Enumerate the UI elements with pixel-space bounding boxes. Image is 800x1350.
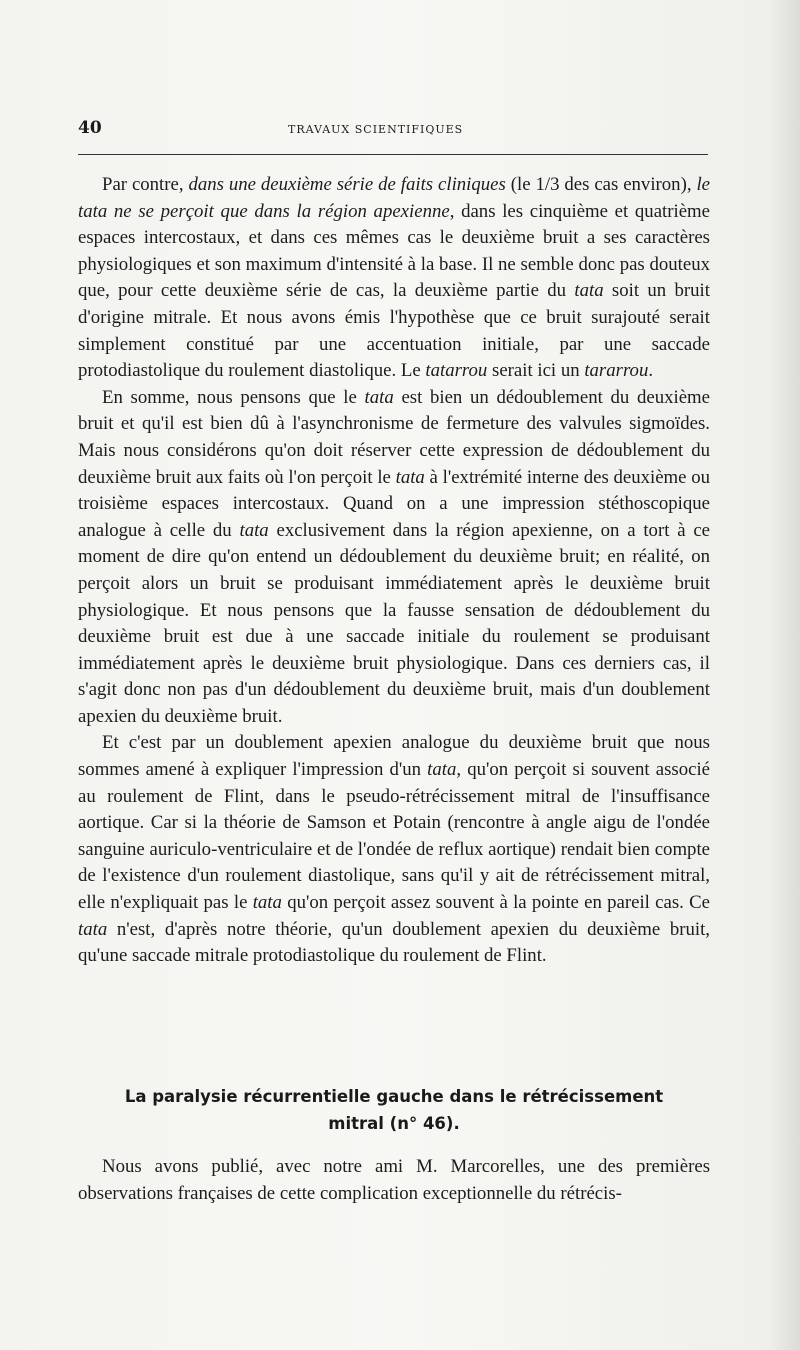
section-heading-line-2: mitral (n° 46). [328, 1114, 460, 1133]
text-run: Par contre, [102, 174, 189, 195]
text-run: Et c'est par un doublement apexien analogue du deuxième bruit que nous sommes amené à expliquer l'impression d'un [78, 732, 710, 781]
italic-term: tararrou [584, 360, 649, 382]
text-run: à l'extrémité interne des deuxième ou troisième espaces intercostaux. Quand on a une impression stéthoscopique analogue à celle du [78, 466, 711, 541]
italic-term: tata [252, 892, 282, 914]
italic-term: tata [427, 759, 457, 781]
body-text [78, 172, 710, 970]
running-head: TRAVAUX SCIENTIFIQUES [288, 123, 464, 136]
page-number: 40 [78, 118, 102, 138]
text-run: soit un bruit d'origine mitrale. Et nous avons émis l'hypothèse que ce bruit surajouté serait simplement constitué par une accentuation initiale, par une saccade protodiastolique du roulement diastolique. Le [78, 280, 710, 382]
page-header [78, 118, 708, 158]
section-body [78, 1154, 710, 1207]
paragraph-2 [78, 385, 710, 731]
paragraph-1 [78, 172, 710, 385]
italic-term: tata [395, 466, 425, 488]
text-run: qu'on perçoit assez souvent à la pointe en pareil cas. Ce [281, 892, 710, 914]
italic-term: tatarrou [425, 360, 488, 382]
header-rule [78, 154, 708, 155]
section-heading-line-1: La paralysie récurrentielle gauche dans le rétrécissement [124, 1087, 664, 1106]
italic-phrase: le tata ne se perçoit que dans la région apexienne [78, 174, 710, 222]
section-heading [78, 1083, 710, 1137]
text-run: (le 1/3 des cas environ), [505, 174, 697, 195]
italic-term: tata [78, 918, 108, 940]
text-run: . [648, 360, 654, 382]
section-paragraph: Nous avons publié, avec notre ami M. Marcorelles, une des premières observations françaises de cette complication exceptionnelle du rétrécis- [78, 1156, 710, 1204]
text-run: En somme, nous pensons que le [102, 386, 365, 408]
text-run: est bien un dédoublement du deuxième bruit et qu'il est bien dû à l'asynchronisme de fermeture des valvules sigmoïdes. Mais nous considérons qu'on doit réserver cette expression de dédoublement du deuxième bruit aux faits où l'on perçoit le [78, 386, 710, 488]
text-run: , dans les cinquième et quatrième espaces intercostaux, et dans ces mêmes cas le deuxième bruit a ses caractères physiologiques et son maximum d'intensité à la base. Il ne semble donc pas douteux que, pour cette deuxième série de cas, la deuxième partie du [78, 200, 710, 302]
text-run: , qu'on perçoit si souvent associé au roulement de Flint, dans le pseudo-rétrécissement mitral de l'insuffisance aortique. Car si la théorie de Samson et Potain (rencontre à angle aigu de l'ondée sanguine auriculo-ventriculaire et de l'ondée de reflux aortique) rendait bien compte de l'existence d'un roulement diastolique, sans qu'il y ait de rétrécissement mitral, elle n'expliquait pas le [78, 759, 710, 914]
paragraph-3 [78, 730, 710, 969]
italic-term: tata [239, 519, 269, 541]
text-run: n'est, d'après notre théorie, qu'un doublement apexien du deuxième bruit, qu'une saccade mitrale protodiastolique du roulement de Flint. [78, 918, 710, 967]
text-run: exclusivement dans la région apexienne, on a tort à ce moment de dire qu'on entend un dédoublement du deuxième bruit; en réalité, on perçoit alors un bruit se produisant immédiatement après le deuxième bruit physiologique. Et nous pensons que la fausse sensation de dédoublement du deuxième bruit est due à une saccade initiale du roulement se produisant immédiatement après le deuxième bruit physiologique. Dans ces derniers cas, il s'agit donc non pas d'un dédoublement du deuxième bruit, mais d'un doublement apexien du deuxième bruit. [78, 519, 710, 727]
italic-phrase: dans une deuxième série de faits cliniques [188, 174, 506, 195]
italic-term: tata [574, 280, 604, 302]
italic-term: tata [364, 386, 394, 408]
text-run: serait ici un [487, 360, 585, 382]
